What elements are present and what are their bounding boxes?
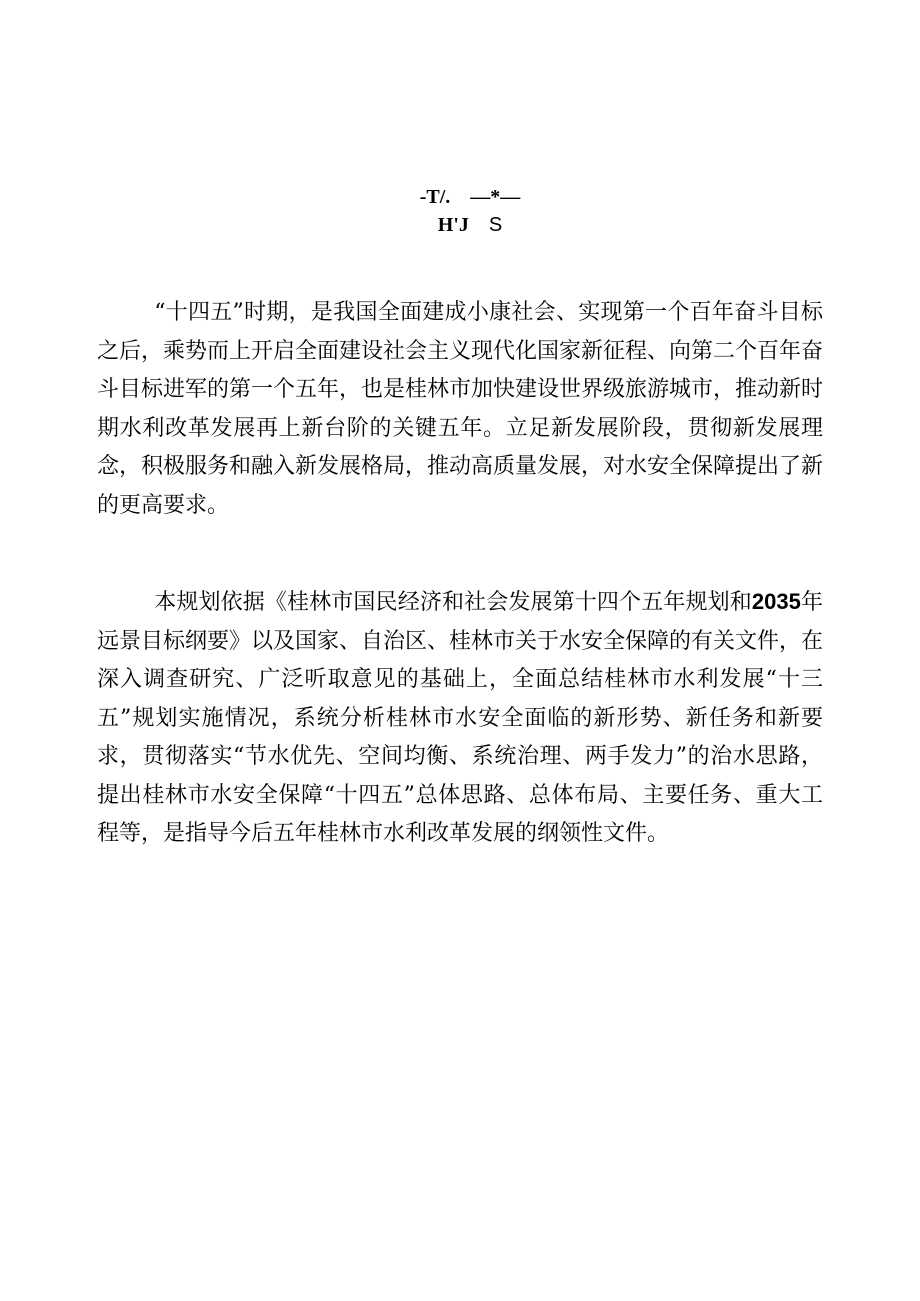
paragraph-1-text: “十四五”时期，是我国全面建成小康社会、实现第一个百年奋斗目标之后，乘势而上开启全面建设社会主义现代化国家新征程、向第二个百年奋斗目标进军的第一个五年，也是桂林市加快建设世界级旅游城市，推动新时期水利改革发展再上新台阶的关键五年。立足新发展阶段，贯彻新发展理念，积极服务和融入新发展格局，推动高质量发展，对水安全保障提出了新的更高要求。 xyxy=(97,300,824,518)
paragraph-2 xyxy=(97,583,823,854)
heading-text-2a: H'J xyxy=(437,214,469,236)
paragraph-1 xyxy=(97,294,823,525)
document-heading-line-2 xyxy=(0,186,920,264)
heading-text-1: -T/. —*— xyxy=(419,186,521,208)
paragraph-2-text-b: 年远景目标纲要》以及国家、自治区、桂林市关于水安全保障的有关文件，在深入调查研究、广泛听取意见的基础上，全面总结桂林市水利发展“十三五”规划实施情况，系统分析桂林市水安全面临的新形势、新任务和新要求，贯彻落实“节水优先、空间均衡、系统治理、两手发力”的治水思路，提出桂林市水安全保障“十四五”总体思路、总体布局、主要任务、重大工程等，是指导今后五年桂林市水利改革发展的纲领性文件。 xyxy=(97,590,824,846)
paragraph-2-text-a: 本规划依据《桂林市国民经济和社会发展第十四个五年规划和 xyxy=(154,590,752,615)
heading-text-2b: S xyxy=(488,214,503,236)
paragraph-2-year: 2035 xyxy=(751,589,801,614)
